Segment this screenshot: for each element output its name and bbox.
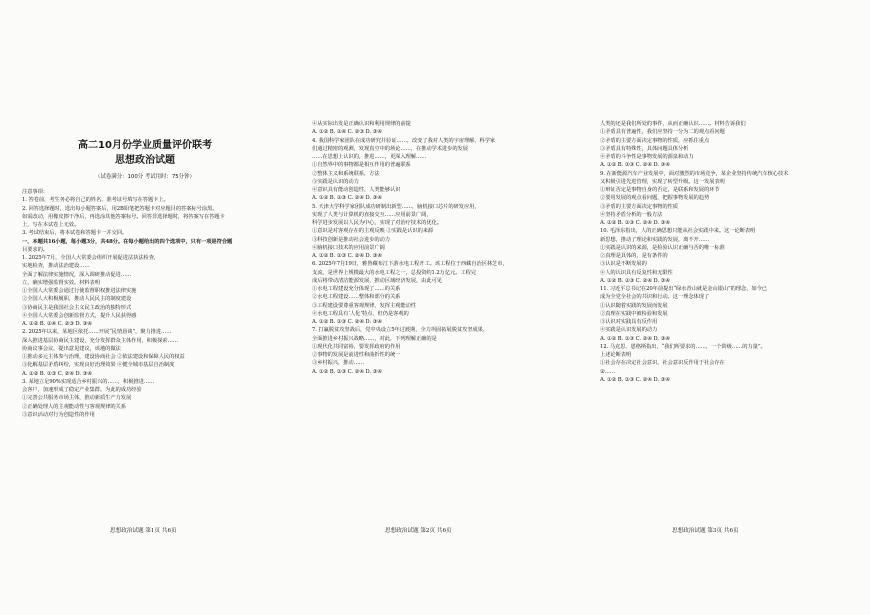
- page-column-2: [312, 120, 574, 540]
- text-line: A. ①② B. ①④ C. ②③ D. ③④: [22, 321, 92, 327]
- text-line: 注意事项：: [22, 189, 48, 195]
- text-line: ①水电工程建设充分体现了……的关系: [312, 286, 401, 292]
- text-line: 2. 回答选择题时，选出每小题答案后，用2B铅笔把答题卡对应题目的答案标号涂黑。: [22, 205, 218, 212]
- text-line: ③认识是不断发展的: [600, 261, 647, 268]
- text-line: 成为全党全社会的共识和行动。这一理念体现了: [600, 294, 710, 301]
- text-line: ④水电工程具有‘人化’特点，但仍是客观的: [312, 310, 409, 317]
- text-line: ②真理在实践中被检验和发展: [600, 310, 668, 317]
- text-line: 上述论断表明: [600, 352, 632, 358]
- text-line: ①全国人大常委会通过行使监督职权推进法律实施: [22, 288, 137, 294]
- text-line: ①完善公共服务市场主体，推动新质生产力发展: [22, 395, 132, 402]
- text-line: 一、本题共16小题，每小题3分，共48分。在每小题给出的四个选项中，只有一项是符合题: [22, 238, 233, 245]
- page-footer-2: 思想政治试题 第2页 共6页: [385, 528, 452, 534]
- text-line: 6. 2025年7月19日，雅鲁藏布江下游水电工程开工。该工程位于西藏自治区林芝市，: [312, 261, 508, 268]
- text-line: 3. 某地立足90%实现适合乡村振兴的……，积极推进……: [22, 378, 155, 385]
- text-line: ②水电工程建设……整体和部分的关系: [312, 294, 401, 301]
- text-line: 3. 考试结束后，将本试卷和答题卡一并交回。: [22, 230, 128, 237]
- text-line: A. ①② B. ①③ C. ②④ D. ③④: [312, 253, 382, 259]
- text-line: 目要求的。: [22, 246, 48, 253]
- text-line: ②事物的发展是前进性和曲折性的统一: [312, 352, 401, 358]
- text-line: ④实践是认识发展的动力: [600, 327, 658, 334]
- text-line: 们通过精密的观测，发现真空中的场论……，在推动学术进步的发展: [312, 145, 468, 152]
- text-line: ①意识是对客观存在的主观反映 ②实践是认识的来源: [312, 228, 434, 235]
- text-line: ②……: [600, 368, 616, 375]
- text-line: A. ①② B. ①④ C. ②③ D. ③④: [312, 129, 382, 136]
- text-line: A. ①② B. ①③ C. ②④ D. ③④: [312, 195, 382, 202]
- text-line: ④从实际出发是正确认识和利用规律的前提: [312, 121, 411, 127]
- text-line: ④人的认识具有反复性和无限性: [600, 269, 673, 276]
- text-line: ①认识随着实践的发展而发展: [600, 302, 668, 309]
- text-line: 成后将带动清洁能源发展、推动区域经济发展，由此可见: [312, 277, 442, 284]
- text-line: 科学进步发展以人民为中心，实现了对治疗技术的优化。: [312, 220, 442, 226]
- page-column-1: [22, 188, 288, 608]
- text-line: 协商议事会议，提出意见建议，该地的做法: [22, 345, 121, 352]
- text-line: 上，写在本试卷上无效。: [22, 222, 80, 228]
- text-line: ③意识活动对行为创造性的作用: [22, 411, 95, 418]
- text-line: ①矛盾具有普遍性，我们应坚持一分为二的观点看问题: [600, 129, 725, 136]
- text-line: ③工程建设要尊重客观规律，发挥主观能动性: [312, 302, 416, 309]
- text-line: 如需改动，用橡皮擦干净后，再选涂其他答案标号。回答非选择题时，将答案写在答题卡: [22, 213, 225, 220]
- text-line: ③乡村振兴，推动……: [312, 360, 364, 367]
- text-line: 立，确实增强监督实效。材料表明: [22, 279, 100, 286]
- text-line: ②矛盾的主要方面决定事物的性质，应抓住重点: [600, 137, 710, 144]
- text-line: 实地检查，推动法治建设……: [22, 263, 90, 270]
- text-line: 深入推进基层协商民主建设，充分发挥群众主体作用，积极探索……: [22, 337, 178, 344]
- text-line: ②正确处理人的主观能动性与客观规律的关系: [22, 403, 126, 410]
- text-line: 4. 我国科学家团队在成功研究并验证……，改变了我对人类的宇宙理解，科学家: [312, 137, 496, 144]
- text-line: A. ①② B. ①③ C. ②④ D. ③④: [600, 162, 670, 169]
- text-line: 11. 习近平总书记在20年前提出“绿水青山就是金山银山”的理念，如今已: [600, 286, 767, 292]
- text-line: ②要用发展的观点看问题，把握事物发展的趋势: [600, 195, 710, 202]
- text-line: A. ①② B. ①③ C. ②④ D. ③④: [600, 277, 670, 284]
- text-line: ①实践是认识的来源，是检验认识正确与否的唯一标准: [600, 244, 725, 251]
- text-line: A. ①② B. ①③ C. ②④ D. ③④: [22, 370, 92, 377]
- text-line: ④脑机接口技术的应用前景广阔: [312, 244, 385, 251]
- text-line: ③化解基层矛盾纠纷，实现良好治理效果 ④健全城市基层自治制度: [22, 362, 175, 369]
- text-line: 实现了人类与计算机的直接交互……应用前景广阔，: [312, 211, 432, 218]
- exam-subtitle: 思想政治试题: [115, 155, 175, 166]
- text-line: ④坚持矛盾分析的一般方法: [600, 211, 663, 218]
- text-line: ①社会存在决定社会意识，社会意识反作用于社会存在: [600, 360, 725, 367]
- text-line: ④矛盾的斗争性是事物发展的源泉和动力: [600, 154, 694, 160]
- text-line: A. ①② B. ①③ C. ②④ D. ③④: [600, 220, 670, 226]
- text-line: 全面推进乡村振兴战略……，对此，下列理解正确的是: [312, 335, 437, 342]
- text-line: ③认识对实践具有反作用: [600, 319, 658, 325]
- text-line: 10. 毛泽东指出，人的正确思想只能从社会实践中来。这一论断表明: [600, 228, 756, 235]
- text-line: 支流，是世界上规模最大的水电工程之一，总投资约1.2万亿元。工程完: [312, 269, 477, 276]
- text-line: ②全国人大积极履职，推动人民民主的制度建设: [22, 296, 132, 303]
- text-line: ③矛盾的主要方面决定事物的性质: [600, 203, 678, 210]
- page-footer-1: 思想政治试题 第1页 共6页: [110, 528, 177, 534]
- text-line: 12. 马克思、恩格斯指出，“我们所要求的……，一个阶级……的力量”。: [600, 343, 766, 350]
- exam-title: 高二10月份学业质量评价联考: [78, 140, 212, 151]
- text-line: ①自然界中的事物都是相互作用的普遍联系: [312, 162, 411, 169]
- page-footer-3: 思想政治试题 第3页 共6页: [672, 528, 739, 534]
- text-line: 又积极引进先进管理，实现了转型升级。这一发展表明: [600, 178, 725, 185]
- text-line: 7. 打赢脱贫攻坚战后，党中央设立5年过渡期，全力巩固拓展脱贫攻坚成果，: [312, 327, 489, 334]
- text-line: A. ①② B. ①③ C. ②④ D. ③④: [600, 335, 670, 342]
- text-line: ……在思想上认识的，推进……，更深入理解……: [312, 154, 427, 160]
- text-line: 人类的还是我们所处的事件，从而正确认识……。材料告诉我们: [600, 121, 746, 127]
- text-line: ②整体主义和系统联系，方法: [312, 170, 380, 177]
- text-line: 5. 天津大学科学家团队成功研制出新型……，脑机接口芯片的研发应用，: [312, 203, 480, 210]
- text-line: 1. 答卷前，考生务必将自己的姓名、准考证号填写在答题卡上。: [22, 197, 169, 204]
- text-line: ③实践是认识的动力: [312, 178, 359, 185]
- text-line: ②真理是具体的，是有条件的: [600, 253, 668, 259]
- text-line: A. ①② B. ①③ C. ②④ D. ③④: [312, 368, 382, 375]
- text-line: 1. 2025年7月，全国人大常委会组织开展促进法执法检查，: [22, 255, 160, 261]
- text-line: ④全国人大常委会创新监督方式，提升人民获得感: [22, 312, 137, 319]
- text-line: ③矛盾具有特殊性，具体问题具体分析: [600, 145, 689, 152]
- text-line: A. ①② B. ①③ C. ②④ D. ③④: [312, 319, 382, 325]
- text-line: ①推动多元主体参与治理，建设协商社会 ②依法建设和保障人民的权益: [22, 354, 185, 360]
- text-line: 9. 在新能源汽车产业发展中，面对激烈的市场竞争，某企业坚持传统汽车核心技术: [600, 170, 789, 177]
- text-line: ③协商民主是我国社会主义民主政治的独特形式: [22, 304, 132, 311]
- text-line: 新思想，推动了理论和实践的发展，离不开……: [600, 236, 710, 243]
- exam-meta: （试卷满分：100分 考试用时：75分钟）: [95, 174, 195, 180]
- text-line: A. ①② B. ①③ C. ②④ D. ③④: [600, 376, 670, 383]
- text-line: 2. 2025年以来，某地区依托……开展“民情恳谈”，聚力推进……: [22, 329, 172, 336]
- text-line: ④意识具有能动创造性，人类能够认识: [312, 187, 401, 193]
- text-line: ③科技创新是推动社会进步的动力: [312, 236, 390, 243]
- text-line: 全面了解法律实施情况，深入调研推动促进……: [22, 271, 132, 278]
- text-line: ①现代化共同富裕，要发挥政府的作用: [312, 343, 401, 350]
- text-line: ①辩证否定是事物自身的否定，是联系和发展的环节: [600, 187, 720, 193]
- page-column-3: [600, 120, 860, 540]
- text-line: 会客户，加速形成了稳定产业集群。为此的成功经验: [22, 387, 142, 393]
